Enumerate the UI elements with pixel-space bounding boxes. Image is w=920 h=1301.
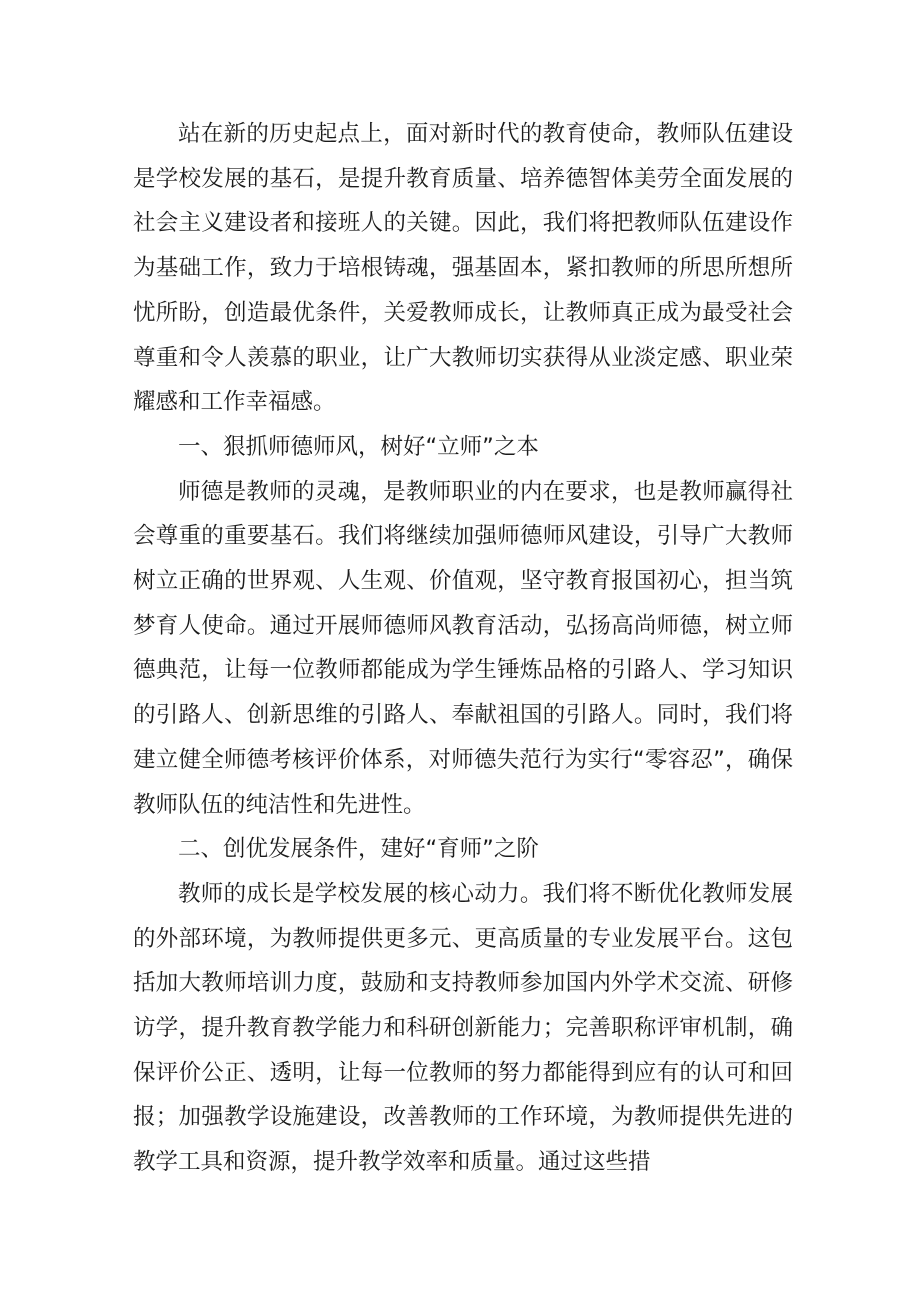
paragraph-intro: 站在新的历史起点上，面对新时代的教育使命，教师队伍建设是学校发展的基石，是提升教育质量、培养德智体美劳全面发展的社会主义建设者和接班人的关键。因此，我们将把教师队伍建设作为基础工作，致力于培根铸魂，强基固本，紧扣教师的所思所想所忧所盼，创造最优条件，关爱教师成长，让教师真正成为最受社会尊重和令人羡慕的职业，让广大教师切实获得从业淡定感、职业荣耀感和工作幸福感。: [133, 121, 793, 416]
document-body: [133, 112, 793, 1185]
section-heading-2: 二、创优发展条件，建好“育师”之阶: [178, 836, 539, 863]
section-heading-1: 一、狠抓师德师风，树好“立师”之本: [178, 433, 539, 460]
paragraph-section-2: 教师的成长是学校发展的核心动力。我们将不断优化教师发展的外部环境，为教师提供更多元、更高质量的专业发展平台。这包括加大教师培训力度，鼓励和支持教师参加国内外学术交流、研修访学，提升教育教学能力和科研创新能力；完善职称评审机制，确保评价公正、透明，让每一位教师的努力都能得到应有的认可和回报；加强教学设施建设，改善教师的工作环境，为教师提供先进的教学工具和资源，提升教学效率和质量。通过这些措: [133, 880, 793, 1176]
paragraph-section-1: 师德是教师的灵魂，是教师职业的内在要求，也是教师赢得社会尊重的重要基石。我们将继续加强师德师风建设，引导广大教师树立正确的世界观、人生观、价值观，坚守教育报国初心，担当筑梦育人使命。通过开展师德师风教育活动，弘扬高尚师德，树立师德典范，让每一位教师都能成为学生锤炼品格的引路人、学习知识的引路人、创新思维的引路人、奉献祖国的引路人。同时，我们将建立健全师德考核评价体系，对师德失范行为实行“零容忍”，确保教师队伍的纯洁性和先进性。: [133, 478, 793, 818]
